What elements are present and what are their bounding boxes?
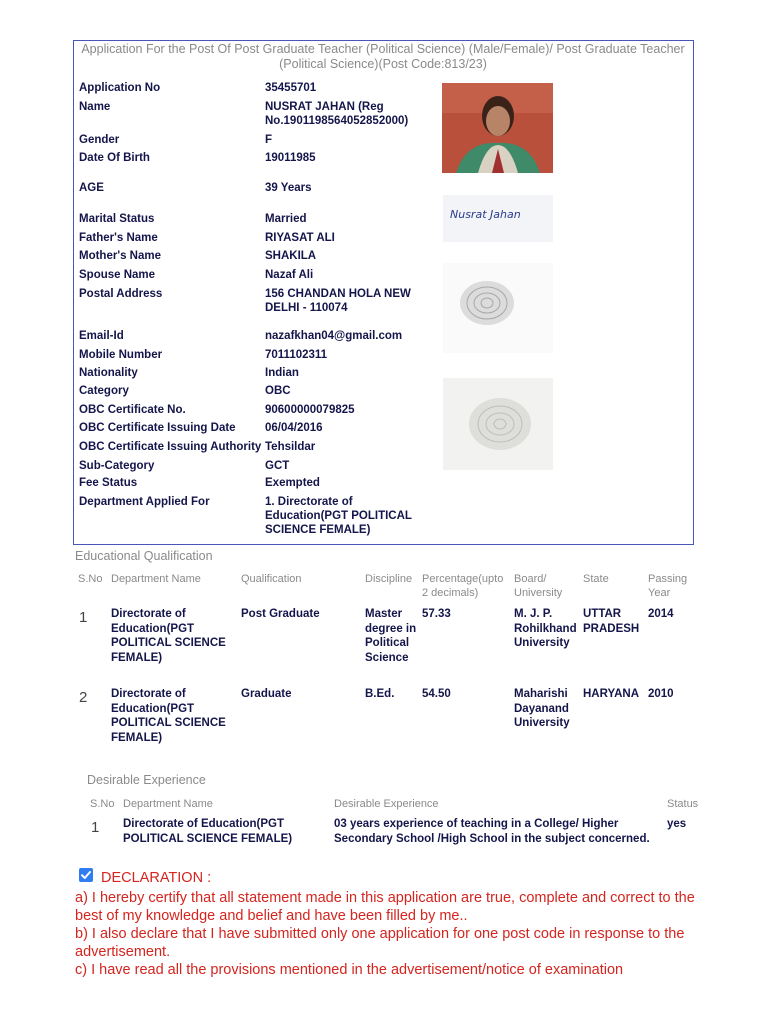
signature-text: Nusrat Jahan (450, 208, 521, 221)
table-cell-state: HARYANA (583, 688, 640, 700)
field-label: Fee Status (79, 477, 138, 489)
column-header: Department Name (123, 798, 213, 810)
category-value: OBC (265, 385, 291, 397)
table-row-sno: 1 (91, 819, 100, 836)
column-header: Desirable Experience (334, 798, 439, 810)
column-header: S.No (78, 573, 103, 585)
column-header: S.No (90, 798, 115, 810)
field-label: Department Applied For (79, 496, 210, 508)
spouse-name-value: Nazaf Ali (265, 269, 314, 281)
checkmark-icon (79, 868, 93, 882)
table-row-sno: 1 (79, 609, 88, 626)
marital-status-value: Married (265, 213, 307, 225)
field-label: OBC Certificate No. (79, 404, 186, 416)
field-label: Application No (79, 82, 161, 94)
column-header: Qualification (241, 573, 302, 585)
table-cell-discipline: B.Ed. (365, 688, 395, 700)
table-cell-year: 2010 (648, 688, 674, 700)
column-header: Board/ University (514, 573, 563, 599)
postal-address-value: 156 CHANDAN HOLA NEW DELHI - 110074 (265, 288, 411, 314)
table-row-sno: 2 (79, 689, 88, 706)
obc-cert-date-value: 06/04/2016 (265, 422, 323, 434)
column-header: State (583, 573, 609, 585)
field-label: Gender (79, 134, 120, 146)
declaration-item: a) I hereby certify that all statement made in this application are true, complete and correct to the best of my knowledge and belief and have been filled by me.. (75, 890, 695, 924)
table-cell-qualification: Graduate (241, 688, 292, 700)
obc-cert-no-value: 90600000079825 (265, 404, 355, 416)
table-cell-percentage: 57.33 (422, 608, 451, 620)
field-label: Name (79, 101, 111, 113)
declaration-item: c) I have read all the provisions mentioned in the advertisement/notice of examination (75, 962, 624, 978)
column-header: Percentage(upto 2 decimals) (422, 573, 504, 599)
father-name-value: RIYASAT ALI (265, 232, 335, 244)
obc-cert-authority-value: Tehsildar (265, 441, 316, 453)
table-cell-board: Maharishi Dayanand University (514, 688, 570, 729)
field-label: Email-Id (79, 330, 124, 342)
table-cell-experience: 03 years experience of teaching in a College/ Higher Secondary School /High School in the subject concerned. (334, 818, 650, 845)
signature-image (443, 195, 553, 242)
applicant-photo (442, 83, 553, 173)
field-label: Mobile Number (79, 349, 163, 361)
declaration-checkbox[interactable] (79, 868, 93, 882)
nationality-value: Indian (265, 367, 299, 379)
age-value: 39 Years (265, 182, 312, 194)
email-value: nazafkhan04@gmail.com (265, 330, 403, 342)
field-label: Spouse Name (79, 269, 156, 281)
table-cell-department: Directorate of Education(PGT POLITICAL SCIENCE FEMALE) (111, 688, 226, 744)
field-label: Postal Address (79, 288, 163, 300)
table-cell-state: UTTAR PRADESH (583, 608, 640, 635)
field-label: OBC Certificate Issuing Authority (79, 441, 262, 453)
column-header: Status (667, 798, 699, 810)
table-cell-board: M. J. P. Rohilkhand University (514, 608, 577, 649)
table-cell-percentage: 54.50 (422, 688, 451, 700)
department-applied-value: 1. Directorate of Education(PGT POLITICAL SCIENCE FEMALE) (265, 496, 412, 536)
right-thumb-impression (443, 378, 553, 470)
experience-heading: Desirable Experience (87, 773, 206, 787)
field-label: OBC Certificate Issuing Date (79, 422, 236, 434)
field-label: Sub-Category (79, 460, 155, 472)
column-header: Department Name (111, 573, 201, 585)
mother-name-value: SHAKILA (265, 250, 317, 262)
mobile-value: 7011102311 (265, 349, 328, 361)
table-cell-status: yes (667, 818, 687, 830)
application-title: Application For the Post Of Post Graduate Teacher (Political Science) (Male/Female)/ Post Graduate Teacher (Political Science)(Post Code:813/23) (81, 42, 685, 71)
field-label: AGE (79, 182, 104, 194)
application-number: 35455701 (265, 82, 317, 94)
column-header: Discipline (365, 573, 413, 585)
fee-status-value: Exempted (265, 477, 320, 489)
sub-category-value: GCT (265, 460, 290, 472)
applicant-name: NUSRAT JAHAN (Reg No.1901198564052852000) (265, 101, 409, 127)
gender-value: F (265, 134, 273, 146)
dob-value: 19011985 (265, 152, 316, 164)
left-thumb-impression (443, 263, 553, 353)
table-cell-department: Directorate of Education(PGT POLITICAL SCIENCE FEMALE) (111, 608, 226, 664)
table-cell-discipline: Master degree in Political Science (365, 608, 417, 664)
declaration-item: b) I also declare that I have submitted only one application for one post code in response to the advertisement. (75, 926, 685, 960)
field-label: Father's Name (79, 232, 158, 244)
table-cell-year: 2014 (648, 608, 674, 620)
table-cell-department: Directorate of Education(PGT POLITICAL SCIENCE FEMALE) (123, 818, 293, 845)
field-label: Marital Status (79, 213, 155, 225)
field-label: Nationality (79, 367, 138, 379)
education-heading: Educational Qualification (75, 549, 213, 563)
field-label: Category (79, 385, 129, 397)
column-header: Passing Year (648, 573, 688, 599)
field-label: Mother's Name (79, 250, 161, 262)
table-cell-qualification: Post Graduate (241, 608, 320, 620)
field-label: Date Of Birth (79, 152, 150, 164)
declaration-title: DECLARATION : (101, 870, 212, 886)
